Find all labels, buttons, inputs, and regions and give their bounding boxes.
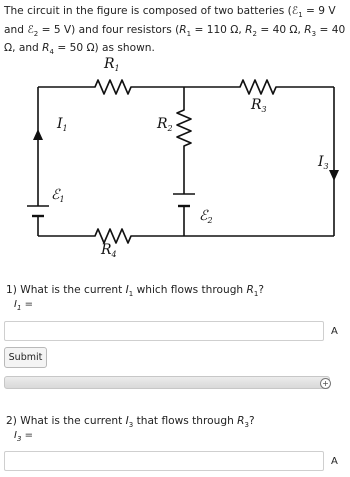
- label-e1: ℰ$_1$: [51, 187, 65, 204]
- question-1: 1) What is the current $I_1$ which flows through $R_1$?: [6, 284, 264, 299]
- answer-1-unit: A: [331, 326, 338, 337]
- label-e2: ℰ$_2$: [199, 208, 213, 225]
- answer-2-unit: A: [331, 456, 338, 467]
- bottom-wire: [38, 229, 334, 243]
- label-r2: $R_2$: [157, 116, 173, 133]
- answer-2-label: $I_3$ =: [14, 430, 33, 443]
- answer-2-input[interactable]: [4, 451, 324, 471]
- top-wire: [38, 80, 334, 94]
- label-i3: $I_3$: [318, 154, 329, 171]
- middle-branch: [177, 87, 191, 236]
- plus-circle-icon[interactable]: +: [320, 378, 331, 389]
- label-r4: $R_4$: [101, 242, 117, 259]
- label-r1: $R_1$: [104, 56, 120, 73]
- problem-statement: The circuit in the figure is composed of two batteries (ℰ$_1$ = 9 V and ℰ$_2$ = 5 V) and four resistors ($R_1 = 110$ Ω, $R_2 = 40$ Ω, $R_3 = 40$ Ω, and $R_4 = 50$ Ω) as shown.: [4, 5, 346, 57]
- label-i1: $I_1$: [57, 116, 68, 133]
- circuit-diagram: [0, 52, 350, 270]
- label-r3: $R_3$: [251, 97, 267, 114]
- answer-1-input[interactable]: [4, 321, 324, 341]
- current-i1-arrow: [33, 129, 43, 140]
- progress-bar: [4, 376, 330, 389]
- submit-button[interactable]: Submit: [4, 347, 47, 368]
- question-2: 2) What is the current $I_3$ that flows through $R_3$?: [6, 415, 255, 430]
- current-i3-arrow: [329, 170, 339, 181]
- answer-1-label: $I_1$ =: [14, 299, 33, 312]
